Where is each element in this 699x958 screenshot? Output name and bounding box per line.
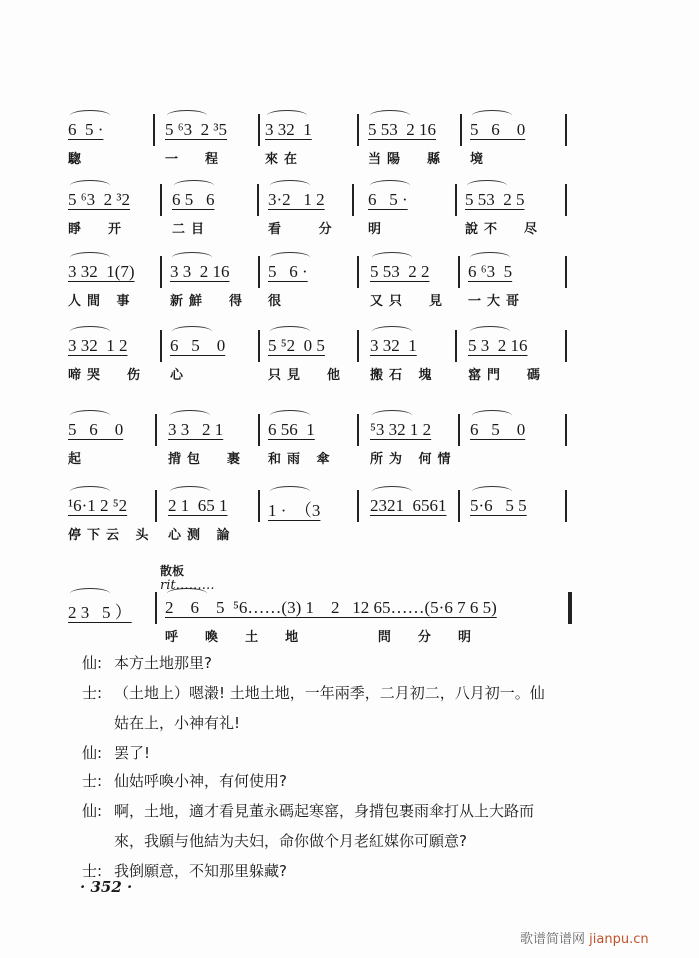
barline <box>455 184 457 216</box>
barline <box>357 256 359 288</box>
barline <box>458 414 460 446</box>
measure-notes: 2 1 65 1 <box>168 496 228 515</box>
measure-notes: 6 56 1 <box>268 420 315 439</box>
barline <box>258 256 260 288</box>
speaker: 士: <box>82 772 103 790</box>
barline <box>258 490 260 522</box>
measure-notes: 3 32 1 2 <box>68 336 128 355</box>
measure-notes: 6 5 · <box>68 120 104 139</box>
barline <box>160 184 162 216</box>
measure-lyrics: 明 <box>368 222 388 237</box>
measure-lyrics: 起 <box>68 452 88 467</box>
barline <box>568 592 572 624</box>
watermark <box>520 928 649 947</box>
dialogue-text: （土地上）嗯濲! 土地土地，一年兩季，二月初二，八月初一。仙 <box>114 684 545 702</box>
dialogue-text: 本方土地那里? <box>114 654 212 672</box>
measure-lyrics: 窰門 碼 <box>468 368 547 383</box>
barline <box>155 592 157 624</box>
measure-lyrics: 心 <box>170 368 190 383</box>
barline <box>357 414 359 446</box>
measure-lyrics: 看 分 <box>268 222 338 237</box>
measure-notes: 2 3 5 ） <box>68 603 132 622</box>
dialogue-text: 罢了! <box>114 744 151 762</box>
barline <box>455 330 457 362</box>
score-row <box>0 120 699 180</box>
barline <box>155 414 157 446</box>
measure-notes: 5 3 2 16 <box>468 336 528 355</box>
score-row <box>0 496 699 556</box>
watermark-url: jianpu.cn <box>589 932 649 947</box>
measure-notes: 3·2 1 2 <box>268 190 325 209</box>
score-row <box>0 190 699 250</box>
measure-lyrics: 一大哥 <box>468 294 526 309</box>
measure-lyrics: 所为 何情 <box>370 452 457 467</box>
barline <box>257 184 259 216</box>
measure-notes: 3 3 2 16 <box>170 262 230 281</box>
measure-lyrics: 騘 <box>68 152 88 167</box>
measure-notes: 5 6 · <box>268 262 308 281</box>
page-number: · 352 · <box>80 878 133 896</box>
measure-lyrics: 停下云 头 <box>68 528 155 543</box>
dialogue-text: 姑在上，小神有礼! <box>114 714 241 732</box>
barline <box>460 114 462 146</box>
measure-notes: 6 5 · <box>368 190 408 209</box>
barline <box>352 184 354 216</box>
speaker: 士: <box>82 684 103 702</box>
barline <box>258 414 260 446</box>
barline <box>565 184 567 216</box>
speaker: 仙: <box>82 654 103 672</box>
score-row <box>0 420 699 480</box>
measure-notes: 6 5 0 <box>170 336 226 355</box>
barline <box>458 490 460 522</box>
measure-lyrics: 境 <box>470 152 490 167</box>
measure-lyrics: 和雨 傘 <box>268 452 336 467</box>
measure-lyrics: 啼哭 伤 <box>68 368 147 383</box>
measure-notes: 6 5 6 <box>172 190 215 209</box>
measure-notes: 6 5 0 <box>470 420 526 439</box>
measure-lyrics: 当陽 縣 <box>368 152 447 167</box>
barline <box>357 114 359 146</box>
measure-lyrics: 很 <box>268 294 288 309</box>
measure-notes: 5·6 5 5 <box>470 496 527 515</box>
measure-lyrics: 新鮮 得 <box>170 294 249 309</box>
measure-lyrics: 只見 他 <box>268 368 347 383</box>
barline <box>357 490 359 522</box>
measure-notes: 5 ⁶3 2 ³2 <box>68 190 131 209</box>
barline <box>357 330 359 362</box>
measure-notes: ¹6·1 2 ⁵2 <box>68 496 128 515</box>
barline <box>258 330 260 362</box>
dialogue-text: 啊，土地，適才看見董永碼起寒窰，身揹包裹雨傘打从上大路而 <box>114 802 535 820</box>
tempo-marking: 散板 <box>160 564 185 578</box>
dialogue-text: 來，我願与他結为夫妇，命你做个月老紅媒你可願意? <box>114 832 467 850</box>
measure-notes: 3 32 1 <box>265 120 312 139</box>
measure-lyrics: 睜 开 <box>68 222 128 237</box>
measure-lyrics: 揹包 裹 <box>168 452 247 467</box>
measure-notes: 2321 6561 <box>370 496 447 515</box>
barline <box>160 256 162 288</box>
barline <box>565 114 567 146</box>
barline <box>565 330 567 362</box>
barline <box>153 114 155 146</box>
measure-lyrics: 來在 <box>265 152 304 167</box>
barline <box>565 256 567 288</box>
measure-lyrics: 呼 喚 土 地 問 分 明 <box>165 630 477 645</box>
speaker: 仙: <box>82 744 103 762</box>
score-row <box>0 336 699 396</box>
barline <box>160 330 162 362</box>
dialogue-text: 我倒願意，不知那里躲藏? <box>114 862 287 880</box>
measure-notes: 5 ⁵2 0 5 <box>268 336 325 355</box>
measure-notes: 5 53 2 16 <box>368 120 436 139</box>
measure-lyrics: 一 程 <box>165 152 225 167</box>
watermark-cn: 歌谱简谱网 <box>520 932 586 947</box>
measure-lyrics: 心测 論 <box>168 528 236 543</box>
barline <box>565 490 567 522</box>
rit-marking: rit……… <box>160 578 215 593</box>
speaker: 士: <box>82 862 103 880</box>
measure-notes: 3 32 1(7) <box>68 262 135 281</box>
measure-lyrics: 又只 見 <box>370 294 449 309</box>
barline <box>565 414 567 446</box>
measure-notes: 5 ⁶3 2 ³5 <box>165 120 228 139</box>
measure-notes: 5 6 0 <box>470 120 526 139</box>
measure-notes: 3 3 2 1 <box>168 420 224 439</box>
speaker: 仙: <box>82 802 103 820</box>
measure-notes: 1 · （3 <box>268 501 321 520</box>
barline <box>155 490 157 522</box>
dialogue-text: 仙姑呼喚小神，有何使用? <box>114 772 287 790</box>
measure-notes: ⁵3 32 1 2 <box>370 420 432 439</box>
measure-notes: 2 6 5 ⁵6……(3) 1 2 12 65……(5·6 7 6 5) <box>165 598 497 617</box>
measure-notes: 5 53 2 5 <box>465 190 525 209</box>
measure-lyrics: 搬石 塊 <box>370 368 438 383</box>
measure-notes: 5 53 2 2 <box>370 262 430 281</box>
measure-notes: 5 6 0 <box>68 420 124 439</box>
measure-notes: 3 32 1 <box>370 336 417 355</box>
barline <box>458 256 460 288</box>
measure-lyrics: 人間 事 <box>68 294 136 309</box>
measure-lyrics: 說不 尽 <box>465 222 544 237</box>
barline <box>258 114 260 146</box>
score-row <box>0 262 699 322</box>
measure-lyrics: 二目 <box>172 222 211 237</box>
measure-notes: 6 ⁶3 5 <box>468 262 513 281</box>
